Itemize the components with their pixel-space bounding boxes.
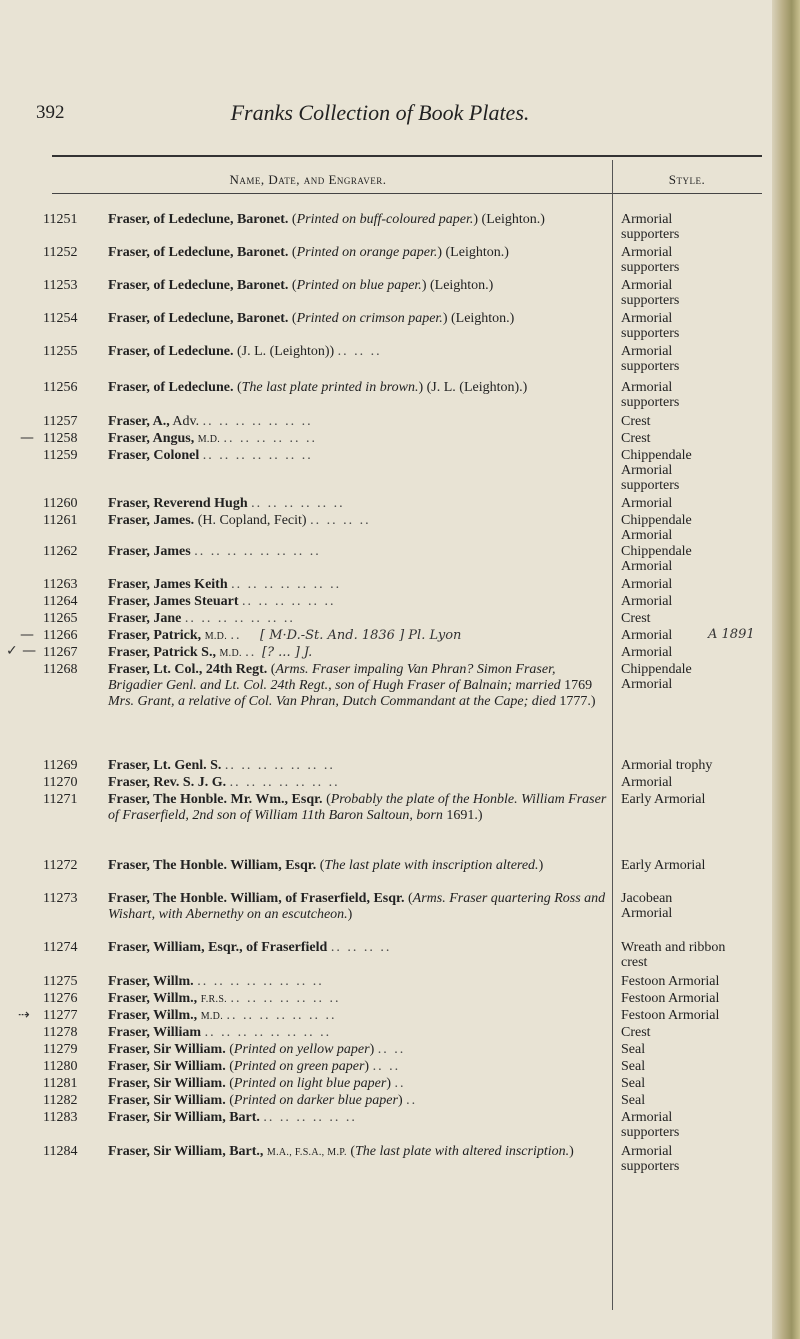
handwritten-note: [? ... ] J. — [262, 645, 313, 660]
entry-number: 11267 — [43, 645, 78, 660]
header-rule — [52, 155, 762, 157]
entry-description: Fraser, of Ledeclune, Baronet. (Printed on crimson paper.) (Leighton.) — [108, 311, 515, 326]
entry-style: Armorial trophy — [621, 758, 713, 773]
margin-tick-mark: — — [20, 627, 34, 643]
entry-style: Armorial supporters — [621, 1110, 680, 1141]
entry-description: Fraser, Sir William. (Printed on light blue paper) .. — [108, 1076, 406, 1091]
entry-description: Fraser, James Keith .. .. .. .. .. .. .. — [108, 577, 342, 592]
entry-number: 11265 — [43, 611, 78, 626]
entry-style: Armorial supporters — [621, 278, 680, 309]
entry-description: Fraser, The Honble. William, Esqr. (The last plate with inscription altered.) — [108, 858, 544, 873]
entry-number: 11254 — [43, 311, 78, 326]
column-header-style: Style. — [668, 172, 706, 187]
entry-style: Armorial supporters — [621, 212, 680, 243]
entry-description: Fraser, of Ledeclune. (The last plate printed in brown.) (J. L. (Leighton).) — [108, 380, 528, 395]
entry-style: Armorial supporters — [621, 380, 680, 411]
entry-style: Chippendale Armorial — [621, 544, 692, 575]
entry-number: 11262 — [43, 544, 78, 559]
entry-number: 11280 — [43, 1059, 78, 1074]
entry-number: 11278 — [43, 1025, 78, 1040]
entry-description: Fraser, Sir William. (Printed on green paper) .. .. — [108, 1059, 401, 1074]
entry-description: Fraser, Colonel .. .. .. .. .. .. .. — [108, 448, 313, 463]
entry-number: 11276 — [43, 991, 78, 1006]
entry-description: Fraser, Jane .. .. .. .. .. .. .. — [108, 611, 295, 626]
column-divider — [612, 160, 613, 1310]
entry-style: Chippendale Armorial — [621, 662, 692, 693]
entry-number: 11256 — [43, 380, 78, 395]
entry-description: Fraser, Lt. Col., 24th Regt. (Arms. Fraser impaling Van Phran? Simon Fraser, Brigadier Genl. and Lt. Col. 24th Regt., son of Hugh Fraser of Balnain; married 1769 Mrs. Grant, a relative of Col. Van Phran, Dutch Commandant at the Cape; died 1777.) — [108, 662, 596, 709]
entry-description: Fraser, of Ledeclune, Baronet. (Printed on blue paper.) (Leighton.) — [108, 278, 494, 293]
entry-style: Festoon Armorial — [621, 991, 720, 1006]
entry-description: Fraser, Rev. S. J. G. .. .. .. .. .. .. .. — [108, 775, 340, 790]
entry-description: Fraser, The Honble. William, of Fraserfield, Esqr. (Arms. Fraser quartering Ross and Wishart, with Abernethy on an escutcheon.) — [108, 891, 606, 922]
handwritten-note: A 1891 — [708, 627, 755, 642]
entry-description: Fraser, of Ledeclune. (J. L. (Leighton)) .. .. .. — [108, 344, 382, 359]
entry-description: Fraser, William .. .. .. .. .. .. .. .. — [108, 1025, 332, 1040]
entry-style: Chippendale Armorial — [621, 513, 692, 544]
margin-check-mark: ✓ — — [6, 643, 37, 659]
entry-style: Armorial — [621, 594, 673, 609]
running-head — [0, 100, 760, 130]
entry-number: 11272 — [43, 858, 78, 873]
entry-description: Fraser, Reverend Hugh .. .. .. .. .. .. — [108, 496, 345, 511]
entry-number: 11269 — [43, 758, 78, 773]
entry-description: Fraser, Patrick, M.D. .. — [108, 628, 242, 643]
entry-description: Fraser, Patrick S., M.D. .. — [108, 645, 257, 660]
entry-number: 11257 — [43, 414, 78, 429]
entry-style: Armorial — [621, 577, 673, 592]
page-number: 392 — [36, 102, 65, 123]
entry-number: 11261 — [43, 513, 78, 528]
entry-number: 11253 — [43, 278, 78, 293]
entry-style: Chippendale Armorial supporters — [621, 448, 692, 494]
margin-arrow-mark: ⇢ — [18, 1007, 30, 1023]
entry-style: Crest — [621, 1025, 651, 1040]
entry-style: Armorial supporters — [621, 344, 680, 375]
entry-style: Crest — [621, 414, 651, 429]
entry-number: 11263 — [43, 577, 78, 592]
entry-style: Seal — [621, 1076, 646, 1091]
entry-number: 11260 — [43, 496, 78, 511]
entry-style: Wreath and ribbon crest — [621, 940, 726, 971]
entry-number: 11259 — [43, 448, 78, 463]
entry-number: 11258 — [43, 431, 78, 446]
entry-style: Armorial — [621, 775, 673, 790]
entry-description: Fraser, Sir William, Bart., M.A., F.S.A., M.P. (The last plate with altered inscription.) — [108, 1144, 574, 1159]
entry-style: Jacobean Armorial — [621, 891, 673, 922]
entry-style: Festoon Armorial — [621, 974, 720, 989]
entry-description: Fraser, Willm., F.R.S. .. .. .. .. .. .. .. — [108, 991, 341, 1006]
entry-description: Fraser, James. (H. Copland, Fecit) .. .. .. .. — [108, 513, 371, 528]
entry-description: Fraser, A., Adv. .. .. .. .. .. .. .. — [108, 414, 313, 429]
entry-description: Fraser, Angus, M.D. .. .. .. .. .. .. — [108, 431, 318, 446]
entry-number: 11275 — [43, 974, 78, 989]
entry-style: Seal — [621, 1042, 646, 1057]
entry-style: Armorial supporters — [621, 311, 680, 342]
entry-style: Seal — [621, 1059, 646, 1074]
book-title: Franks Collection of Book Plates. — [230, 100, 530, 125]
entry-style: Armorial supporters — [621, 245, 680, 276]
entry-number: 11271 — [43, 792, 78, 807]
entry-style: Armorial supporters — [621, 1144, 680, 1175]
entry-number: 11274 — [43, 940, 78, 955]
column-header-name: Name, Date, and Engraver. — [229, 172, 387, 187]
entry-number: 11273 — [43, 891, 78, 906]
entry-style: Early Armorial — [621, 858, 706, 873]
entry-style: Armorial — [621, 645, 673, 660]
entry-number: 11255 — [43, 344, 78, 359]
entry-number: 11283 — [43, 1110, 78, 1125]
entry-style: Armorial — [621, 496, 673, 511]
entry-description: Fraser, James .. .. .. .. .. .. .. .. — [108, 544, 321, 559]
entry-description: Fraser, Sir William. (Printed on darker blue paper) .. — [108, 1093, 418, 1108]
entry-number: 11279 — [43, 1042, 78, 1057]
entry-description: Fraser, Lt. Genl. S. .. .. .. .. .. .. .. — [108, 758, 335, 773]
entry-description: Fraser, of Ledeclune, Baronet. (Printed on buff-coloured paper.) (Leighton.) — [108, 212, 545, 227]
entry-number: 11266 — [43, 628, 78, 643]
entry-style: Crest — [621, 431, 651, 446]
entry-number: 11268 — [43, 662, 78, 677]
handwritten-note: [ M·D.-St. And. 1836 ] Pl. Lyon — [260, 628, 462, 643]
entry-number: 11277 — [43, 1008, 78, 1023]
entry-description: Fraser, Sir William. (Printed on yellow paper) .. .. — [108, 1042, 406, 1057]
entry-number: 11270 — [43, 775, 78, 790]
page-edge — [772, 0, 800, 1339]
entry-description: Fraser, James Steuart .. .. .. .. .. .. — [108, 594, 336, 609]
entry-number: 11252 — [43, 245, 78, 260]
entry-style: Armorial — [621, 628, 673, 643]
entry-description: Fraser, Sir William, Bart. .. .. .. .. .. .. — [108, 1110, 357, 1125]
entry-description: Fraser, William, Esqr., of Fraserfield .. .. .. .. — [108, 940, 392, 955]
entry-number: 11281 — [43, 1076, 78, 1091]
entry-style: Crest — [621, 611, 651, 626]
entry-number: 11251 — [43, 212, 78, 227]
entry-description: Fraser, of Ledeclune, Baronet. (Printed on orange paper.) (Leighton.) — [108, 245, 509, 260]
entry-description: Fraser, Willm. .. .. .. .. .. .. .. .. — [108, 974, 324, 989]
header-underline — [52, 193, 762, 194]
entry-number: 11284 — [43, 1144, 78, 1159]
entry-style: Seal — [621, 1093, 646, 1108]
entry-description: Fraser, Willm., M.D. .. .. .. .. .. .. .. — [108, 1008, 337, 1023]
entry-style: Festoon Armorial — [621, 1008, 720, 1023]
entry-style: Early Armorial — [621, 792, 706, 807]
entry-description: Fraser, The Honble. Mr. Wm., Esqr. (Probably the plate of the Honble. William Fraser of Fraserfield, 2nd son of William 11th Baron Saltoun, born 1691.) — [108, 792, 607, 823]
entry-number: 11264 — [43, 594, 78, 609]
entry-number: 11282 — [43, 1093, 78, 1108]
margin-tick-mark: — — [20, 430, 34, 446]
